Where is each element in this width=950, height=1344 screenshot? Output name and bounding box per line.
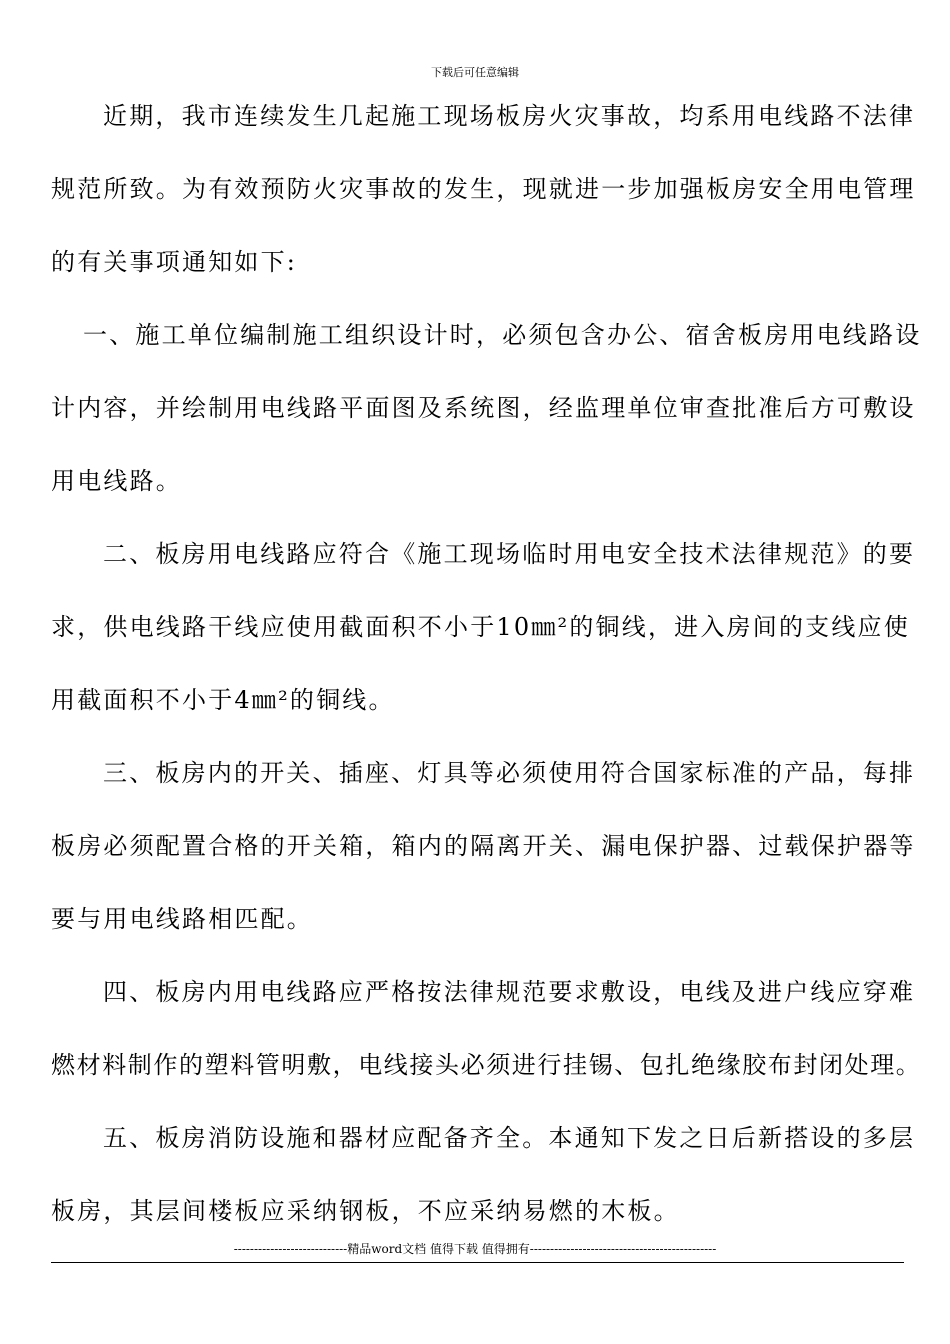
body-line: 板房必须配置合格的开关箱，箱内的隔离开关、漏电保护器、过载保护器等: [51, 832, 916, 860]
body-line: 计内容，并绘制用电线路平面图及系统图，经监理单位审查批准后方可敷设: [51, 394, 916, 422]
notice-body: [51, 91, 922, 1259]
body-line: 板房，其层间楼板应采纳钢板，不应采纳易燃的木板。: [51, 1197, 680, 1225]
body-line: 用截面积不小于4㎜²的铜线。: [51, 686, 395, 714]
footer-note: ----------------------------精品word文档 值得下载 值得拥有----------------------------------------------: [233, 1242, 717, 1256]
body-line: 五、板房消防设施和器材应配备齐全。本通知下发之日后新搭设的多层: [103, 1124, 916, 1152]
body-line: 燃材料制作的塑料管明敷，电线接头必须进行挂锡、包扎绝缘胶布封闭处理。: [51, 1051, 922, 1079]
body-line: 二、板房用电线路应符合《施工现场临时用电安全技术法律规范》的要: [103, 540, 916, 568]
body-line: 的有关事项通知如下:: [51, 248, 298, 276]
body-line: 要与用电线路相匹配。: [51, 905, 313, 933]
body-line: 用电线路。: [51, 467, 182, 495]
body-line: 一、施工单位编制施工组织设计时，必须包含办公、宿舍板房用电线路设: [83, 321, 922, 349]
header-note: 下载后可任意编辑: [431, 66, 519, 79]
body-line: 求，供电线路干线应使用截面积不小于10㎜²的铜线，进入房间的支线应使: [51, 613, 910, 641]
body-line: 规范所致。为有效预防火灾事故的发生，现就进一步加强板房安全用电管理: [51, 175, 916, 203]
footer-divider: [51, 1262, 904, 1263]
body-line: 三、板房内的开关、插座、灯具等必须使用符合国家标准的产品，每排: [103, 759, 916, 787]
body-line: 近期，我市连续发生几起施工现场板房火灾事故，均系用电线路不法律: [103, 102, 916, 130]
body-line: 四、板房内用电线路应严格按法律规范要求敷设，电线及进户线应穿难: [103, 978, 916, 1006]
